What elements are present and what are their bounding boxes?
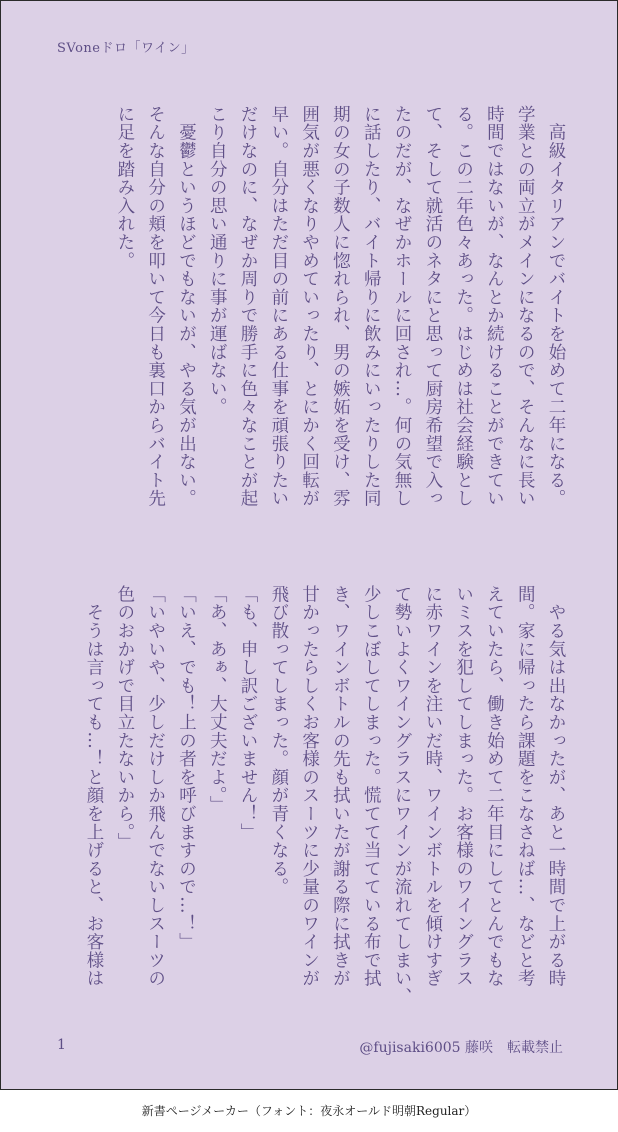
generator-footer: 新書ページメーカー（フォント：夜永オールド明朝Regular） — [141, 1104, 477, 1118]
page-number: 1 — [57, 1037, 66, 1053]
vertical-text-block-lower: やる気は出なかったが、あと一時間で上がる時 間。家に帰ったら課題をこなさねば…、などと考 えていたら、働き始めて二年目にしてとんでもな いミスを犯してしまった。お客様のワイングラス に赤ワインを注いだ時、ワインボトルを傾けすぎ て勢いよくワイングラスにワインが流れてしまい、 少しこぼしてしまった。慌てて当てている布で拭 き、ワインボトルの先も拭いたが謝る際に拭きが 甘かったらしくお客様のスーツに少量のワインが 飛び散ってしまった。顔が青くなる。 「も、申し訳ございません！」 「あ、あぁ、大丈夫だよ。」 「いえ、でも！上の者を呼びますので…！」 「いやいや、少しだけしか飛んでないしスーツの 色のおかげで目立たないから。」 そうは言っても…！と顔を上げると、お客様は — [84, 585, 566, 1006]
page-header-title: SVoneドロ「ワイン」 — [57, 41, 195, 56]
author-credit: @fujisaki6005 藤咲 転載禁止 — [359, 1040, 563, 1056]
vertical-text-block-upper: 高級イタリアンでバイトを始めて二年になる。 学業との両立がメインになるので、そんなに長い 時間ではないが、なんとか続けることができてい る。この二年色々あった。はじめは社会経験とし て、そして就活のネタにと思って厨房希望で入っ たのだが、なぜかホールに回され…。何の気無し に話したり、バイト帰りに飲みにいったりした同 期の女の子数人に惚れられ、男の嫉妬を受け、雰 囲気が悪くなりやめていったり、とにかく回転が 早い。自分はただ目の前にある仕事を頑張りたい だけなのに、なぜか周りで勝手に色々なことが起 こり自分の思い通りに事が運ばない。 憂鬱というほどでもないが、やる気が出ない。 そんな自分の頬を叩いて今日も裏口からバイト先 に足を踏み入れた。 — [114, 105, 566, 508]
